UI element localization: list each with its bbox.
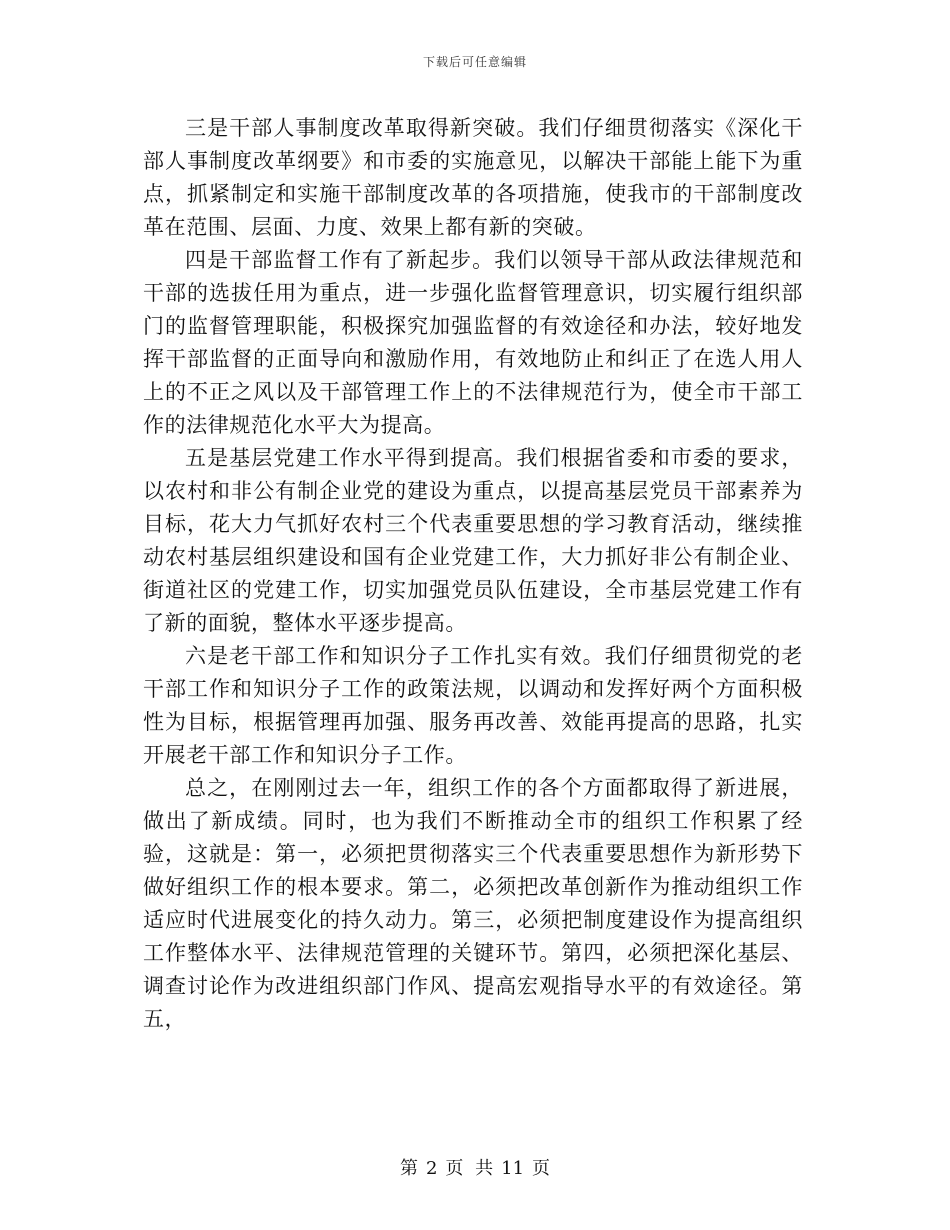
paragraph-4: 四是干部监督工作有了新起步。我们以领导干部从政法律规范和干部的选拔任用为重点，进一步强化监督管理意识，切实履行组织部门的监督管理职能，积极探究加强监督的有效途径和办法，较好地发挥干部监督的正面导向和激励作用，有效地防止和纠正了在选人用人上的不正之风以及干部管理工作上的不法律规范行为，使全市干部工作的法律规范化水平大为提高。 xyxy=(143,248,803,437)
footer-page-number: 2 xyxy=(425,1158,438,1179)
footer-suffix: 页 xyxy=(532,1158,551,1179)
page-footer xyxy=(0,1154,950,1180)
document-body xyxy=(143,112,803,1036)
footer-middle: 页 共 xyxy=(445,1158,494,1179)
paragraph-summary: 总之，在刚刚过去一年，组织工作的各个方面都取得了新进展，做出了新成绩。同时，也为我们不断推动全市的组织工作积累了经验，这就是：第一，必须把贯彻落实三个代表重要思想作为新形势下做好组织工作的根本要求。第二，必须把改革创新作为推动组织工作适应时代进展变化的持久动力。第三，必须把制度建设作为提高组织工作整体水平、法律规范管理的关键环节。第四，必须把深化基层、调查讨论作为改进组织部门作风、提高宏观指导水平的有效途径。第五， xyxy=(143,776,803,1031)
page-header-note: 下载后可任意编辑 xyxy=(422,55,527,69)
footer-total-pages: 11 xyxy=(501,1158,525,1179)
footer-prefix: 第 xyxy=(399,1158,418,1179)
paragraph-3: 三是干部人事制度改革取得新突破。我们仔细贯彻落实《深化干部人事制度改革纲要》和市委的实施意见，以解决干部能上能下为重点，抓紧制定和实施干部制度改革的各项措施，使我市的干部制度改革在范围、层面、力度、效果上都有新的突破。 xyxy=(143,116,803,239)
paragraph-5: 五是基层党建工作水平得到提高。我们根据省委和市委的要求，以农村和非公有制企业党的建设为重点，以提高基层党员干部素养为目标，花大力气抓好农村三个代表重要思想的学习教育活动，继续推动农村基层组织建设和国有企业党建工作，大力抓好非公有制企业、街道社区的党建工作，切实加强党员队伍建设，全市基层党建工作有了新的面貌，整体水平逐步提高。 xyxy=(143,446,803,635)
paragraph-6: 六是老干部工作和知识分子工作扎实有效。我们仔细贯彻党的老干部工作和知识分子工作的政策法规，以调动和发挥好两个方面积极性为目标，根据管理再加强、服务再改善、效能再提高的思路，扎实开展老干部工作和知识分子工作。 xyxy=(143,644,803,767)
